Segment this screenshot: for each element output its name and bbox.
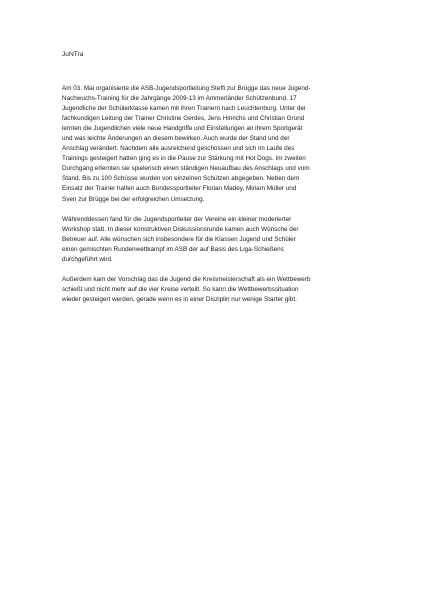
text-line: Anschlag verändert. Nachdem alle ausreichend geschossen und sich im Laufe des xyxy=(62,145,295,153)
text-line: Einsatz der Trainer halfen auch Bundessportleiter Florian Madey, Miriam Müller und xyxy=(62,185,297,193)
paragraph-2 xyxy=(62,215,370,265)
text-line: Jugendliche der Schülerklasse kamen mit ihren Trainern nach Leuchtenburg. Unter der xyxy=(62,105,307,113)
document-header: JuNTra xyxy=(62,51,84,58)
text-line: Am 03. Mai organisierte die ASB-Jugendsportleitung Steffi zur Brügge das neue Jugend- xyxy=(62,85,311,92)
text-line: Stand. Bis zu 100 Schüsse wurden von einzelnen Schützen abgegeben. Neben dem xyxy=(62,175,300,183)
text-line: Betreuer auf. Alle wünschen sich insbesondere für die Klassen Jugend und Schüler xyxy=(62,235,296,243)
text-line: fachkundigen Leitung der Trainer Christine Gerdes, Jens Hinrichs und Christian Grund xyxy=(62,115,305,123)
text-line: Workshop statt. In dieser konstruktiven Diskussionsrunde kamen auch Wünsche der xyxy=(62,225,299,233)
text-line: lernten die Jugendlichen viele neue Handgriffe und Einstellungen an ihrem Sportgerät xyxy=(62,125,303,133)
document-body xyxy=(62,84,370,315)
text-line: durchgeführt wird. xyxy=(62,255,113,263)
text-line: Durchgang erlernten sie spielerisch einen ständigen Neuaufbau des Anschlags und vom xyxy=(62,165,310,173)
text-line: einen gemischten Rundenwettkampf im ASB der auf Basis des Liga-Schießens xyxy=(62,245,284,253)
text-line: Sven zur Brügge bei der erfolgreichen Umsetzung. xyxy=(62,195,205,203)
text-line: wieder gesteigert werden, gerade wenn es in einer Disziplin nur wenige Starter gibt. xyxy=(62,295,297,303)
paragraph-1 xyxy=(62,84,370,205)
text-line: Währenddessen fand für die Jugendsportleiter der Vereine ein kleiner moderierter xyxy=(62,215,292,223)
text-line: Trainings gesteigert hatten ging es in die Pause zur Stärkung mit Hot Dogs. Im zweiten xyxy=(62,155,306,163)
text-line: und was leichte Änderungen an diesem bewirken. Auch wurde der Stand und der xyxy=(62,135,290,143)
text-line: Nachwuchs-Training für die Jahrgänge 2009-13 im Ammerländer Schützenbund. 17 xyxy=(62,95,297,103)
text-line: Außerdem kam der Vorschlag das die Jugend die Kreismeisterschaft als ein Wettbewerb xyxy=(62,275,311,283)
text-line: schießt und nicht mehr auf die vier Kreise verteilt. So kann die Wettbewerbssituation xyxy=(62,285,299,293)
paragraph-3 xyxy=(62,275,370,305)
